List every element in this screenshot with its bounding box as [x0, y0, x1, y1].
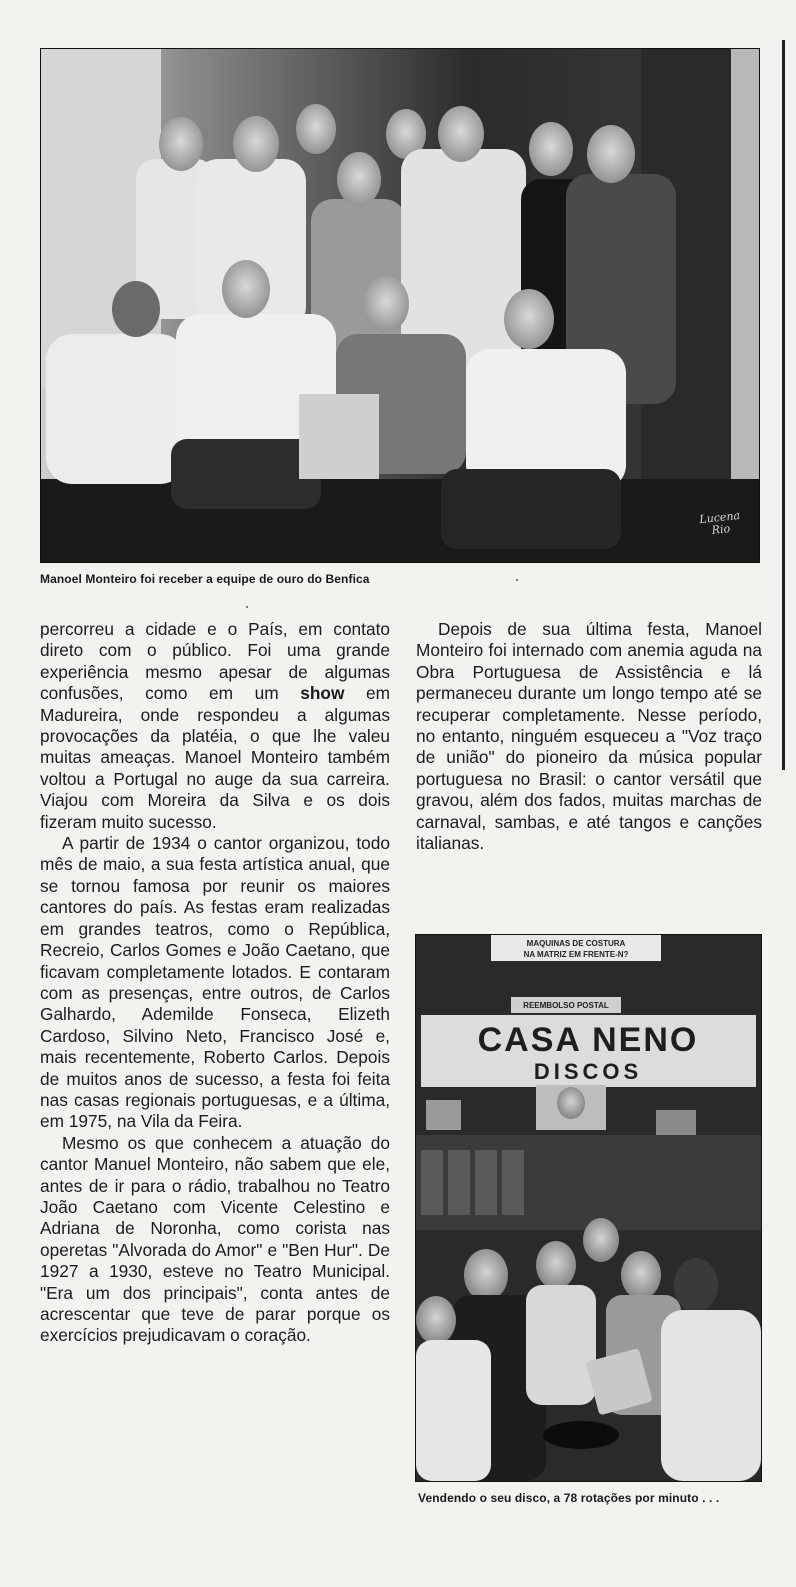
team-group-photo [40, 48, 760, 563]
right-column-text [416, 619, 762, 854]
bottom-photo-caption: Vendendo o seu disco, a 78 rotações por minuto . . . [418, 1491, 720, 1505]
reembolso-sign: REEMBOLSO POSTAL [523, 1001, 609, 1010]
store-sub-sign: DISCOS [533, 1059, 643, 1084]
paragraph: A partir de 1934 o cantor organizou, todo mês de maio, a sua festa artística anual, que se tornou famosa por reunir os maiores cantores do país. As festas eram realizadas em grandes teatros, como o República, Recreio, Carlos Gomes e João Caetano, que ficavam completamente lotados. E contaram com as presenças, entre outros, de Carlos Galhardo, Ademilde Fonseca, Elizeth Cardoso, Silvino Neto, Francisco José e, mais recentemente, Roberto Carlos. Depois de muitos anos de sucesso, a festa foi feita nas casas regionais portuguesas, e a última, em 1975, na Vila da Feira. [40, 833, 390, 1132]
print-speck [516, 579, 518, 581]
paragraph: Mesmo os que conhecem a atuação do cantor Manuel Monteiro, não sabem que ele, antes de ir para o rádio, trabalhou no Teatro João Caetano com Vicente Celestino e Adriana de Noronha, como corista nas operetas "Alvorada do Amor" e "Ben Hur". De 1927 a 1930, esteve no Teatro Municipal. "Era um dos principais", conta antes de acrescentar que teve de parar porque os exercícios prejudicavam o coração. [40, 1132, 390, 1346]
print-speck [246, 606, 248, 608]
sign-line-2: NA MATRIZ EM FRENTE-N? [523, 950, 629, 959]
page-edge-line [782, 40, 785, 770]
record-store-photo-illustration [416, 935, 761, 1481]
paragraph: percorreu a cidade e o País, em contato direto com o público. Foi uma grande experiência mesmo apesar de algumas confusões, como em um show em Madureira, onde respondeu a algumas provocações da platéia, o que lhe valeu muitas ameaças. Manoel Monteiro também voltou a Portugal no auge da sua carreira. Viajou com Moreira da Silva e os dois fizeram muito sucesso. [40, 619, 390, 832]
record-store-photo [415, 934, 762, 1482]
store-name-sign: CASA NENO [477, 1021, 699, 1059]
photographer-signature: Lucena Rio [699, 508, 741, 537]
left-column-text [40, 619, 390, 1347]
team-group-photo-illustration [41, 49, 759, 562]
sign-line-1: MAQUINAS DE COSTURA [526, 939, 626, 948]
top-photo-caption: Manoel Monteiro foi receber a equipe de ouro do Benfica [40, 572, 370, 586]
paragraph: Depois de sua última festa, Manoel Monteiro foi internado com anemia aguda na Obra Portuguesa de Assistência e lá permaneceu durante um longo tempo até se recuperar completamente. Nesse período, no entanto, ninguém esqueceu a "Voz traço de união" do pioneiro da música popular portuguesa no Brasil: o cantor versátil que gravou, além dos fados, muitas marchas de carnaval, sambas, e até tangos e canções italianas. [416, 619, 762, 854]
